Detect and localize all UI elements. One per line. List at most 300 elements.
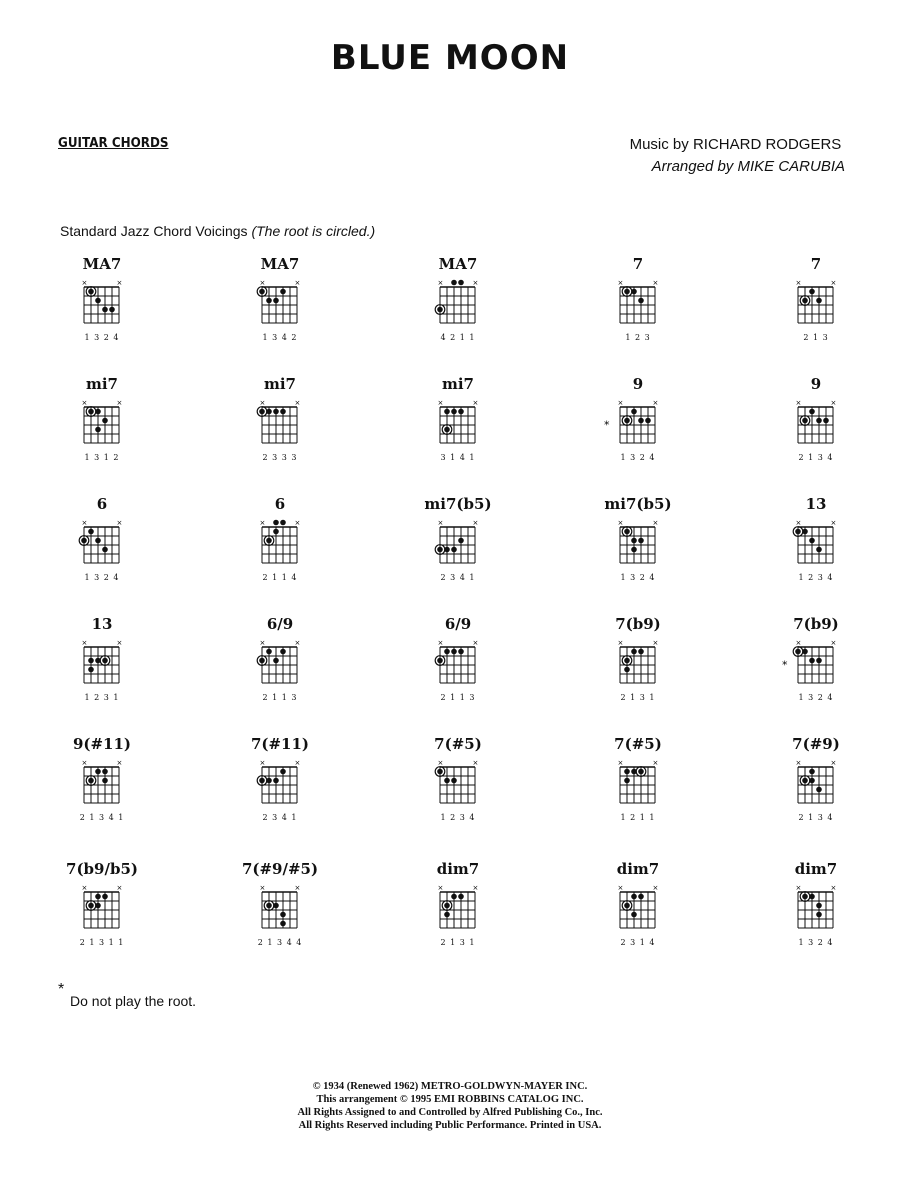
finger-dot — [437, 658, 443, 664]
finger-dot — [631, 547, 637, 553]
finger-dot — [95, 298, 101, 304]
chord-name: dim7 — [794, 860, 838, 878]
finger-dot — [809, 894, 815, 900]
chord-diagram — [776, 255, 856, 355]
fingering-numbers: 2 3 3 3 — [262, 453, 298, 462]
chord-diagram — [240, 375, 320, 475]
chord-name: 13 — [805, 495, 827, 513]
finger-dot — [280, 289, 286, 295]
fingering-numbers: 2 3 1 4 — [620, 938, 656, 947]
finger-dot — [451, 649, 457, 655]
subtitle-main: Standard Jazz Chord Voicings — [60, 223, 248, 239]
finger-dot — [816, 298, 822, 304]
finger-dot — [451, 280, 457, 286]
fretboard-grid — [418, 637, 498, 693]
muted-string-icon: × — [795, 519, 802, 527]
fretboard-grid — [776, 757, 856, 813]
finger-dot — [88, 289, 94, 295]
muted-string-icon: × — [259, 759, 266, 767]
finger-dot — [444, 409, 450, 415]
muted-string-icon: × — [437, 639, 444, 647]
finger-dot — [451, 778, 457, 784]
muted-string-icon: × — [830, 519, 837, 527]
finger-dot — [102, 307, 108, 313]
fretboard-grid — [418, 882, 498, 938]
fingering-numbers: 1 2 3 4 — [440, 813, 476, 822]
muted-string-icon: × — [652, 399, 659, 407]
fretboard-grid — [240, 397, 320, 453]
finger-dot — [437, 769, 443, 775]
chord-name: 6 — [274, 495, 286, 513]
fingering-numbers: 2 3 4 1 — [262, 813, 298, 822]
muted-string-icon: × — [617, 759, 624, 767]
chord-diagram — [598, 860, 678, 960]
finger-dot — [458, 538, 464, 544]
muted-string-icon: × — [830, 399, 837, 407]
muted-string-icon: × — [437, 884, 444, 892]
muted-string-icon: × — [259, 279, 266, 287]
finger-dot — [266, 778, 272, 784]
muted-string-icon: × — [830, 884, 837, 892]
fretboard-grid — [776, 637, 856, 693]
muted-string-icon: × — [81, 399, 88, 407]
voicings-subtitle — [60, 223, 375, 239]
fingering-numbers: 1 3 2 4 — [620, 573, 656, 582]
finger-dot — [638, 538, 644, 544]
muted-string-icon: × — [81, 884, 88, 892]
fretboard-grid — [240, 757, 320, 813]
finger-dot — [458, 894, 464, 900]
finger-dot — [280, 769, 286, 775]
finger-dot — [802, 778, 808, 784]
muted-string-icon: × — [294, 519, 301, 527]
finger-dot — [273, 409, 279, 415]
muted-string-icon: × — [472, 279, 479, 287]
fingering-numbers: 2 1 1 3 — [262, 693, 298, 702]
finger-dot — [280, 409, 286, 415]
chord-diagram — [62, 255, 142, 355]
finger-dot — [273, 520, 279, 526]
finger-dot — [259, 289, 265, 295]
fingering-numbers: 2 1 3 4 4 — [257, 938, 303, 947]
finger-dot — [444, 778, 450, 784]
finger-dot — [95, 894, 101, 900]
part-label: GUITAR CHORDS — [58, 136, 169, 151]
fretboard-grid — [62, 277, 142, 333]
muted-string-icon: × — [294, 279, 301, 287]
muted-string-icon: × — [472, 639, 479, 647]
muted-string-icon: × — [617, 884, 624, 892]
chord-diagram — [418, 495, 498, 595]
chord-diagram — [776, 495, 856, 595]
finger-dot — [88, 903, 94, 909]
chord-diagram — [598, 375, 678, 475]
muted-string-icon: × — [472, 399, 479, 407]
finger-dot — [451, 894, 457, 900]
muted-string-icon: × — [116, 519, 123, 527]
muted-string-icon: × — [259, 639, 266, 647]
chord-diagram — [418, 255, 498, 355]
copyright-line: This arrangement © 1995 EMI ROBBINS CATALOG INC. — [316, 1094, 584, 1105]
fretboard-grid — [598, 757, 678, 813]
finger-dot — [624, 658, 630, 664]
credits — [630, 134, 845, 178]
chord-name: 7(b9/b5) — [66, 860, 138, 878]
muted-string-icon: × — [795, 279, 802, 287]
finger-dot — [273, 903, 279, 909]
finger-dot — [266, 538, 272, 544]
finger-dot — [816, 912, 822, 918]
fretboard-grid — [418, 397, 498, 453]
finger-dot — [631, 409, 637, 415]
fretboard-grid — [62, 637, 142, 693]
finger-dot — [102, 547, 108, 553]
muted-string-icon: × — [652, 759, 659, 767]
muted-string-icon: × — [116, 279, 123, 287]
fingering-numbers: 1 3 4 2 — [262, 333, 298, 342]
muted-string-icon: × — [472, 759, 479, 767]
finger-dot — [816, 658, 822, 664]
chord-diagram — [598, 495, 678, 595]
finger-dot — [624, 667, 630, 673]
finger-dot — [266, 649, 272, 655]
finger-dot — [95, 903, 101, 909]
chord-diagram — [62, 615, 142, 715]
fretboard-grid — [62, 757, 142, 813]
fingering-numbers: 2 3 4 1 — [440, 573, 476, 582]
fingering-numbers: 1 2 3 — [625, 333, 651, 342]
finger-dot — [802, 894, 808, 900]
finger-dot — [102, 658, 108, 664]
chord-diagram — [62, 495, 142, 595]
footnote — [58, 981, 197, 1009]
chord-diagram — [776, 375, 856, 475]
fingering-numbers: 1 2 3 1 — [84, 693, 120, 702]
chord-diagram — [62, 735, 142, 835]
finger-dot — [444, 903, 450, 909]
fretboard-grid — [418, 517, 498, 573]
finger-dot — [280, 921, 286, 927]
fretboard-grid — [598, 637, 678, 693]
finger-dot — [444, 547, 450, 553]
muted-string-icon: × — [472, 519, 479, 527]
muted-string-icon: × — [294, 399, 301, 407]
chord-name: mi7 — [441, 375, 474, 393]
fretboard-grid — [776, 397, 856, 453]
chord-name: 9(#11) — [72, 735, 132, 753]
finger-dot — [102, 778, 108, 784]
finger-dot — [638, 418, 644, 424]
page-title: BLUE MOON — [330, 38, 570, 78]
finger-dot — [102, 769, 108, 775]
finger-dot — [266, 409, 272, 415]
finger-dot — [631, 912, 637, 918]
muted-string-icon: × — [795, 884, 802, 892]
fingering-numbers: 1 3 2 4 — [84, 333, 120, 342]
fingering-numbers: 1 3 2 4 — [798, 693, 834, 702]
finger-dot — [809, 538, 815, 544]
chord-diagram — [240, 495, 320, 595]
finger-dot — [88, 658, 94, 664]
omit-root-star-icon: * — [782, 658, 788, 672]
finger-dot — [631, 289, 637, 295]
finger-dot — [266, 298, 272, 304]
finger-dot — [816, 547, 822, 553]
finger-dot — [823, 418, 829, 424]
muted-string-icon: × — [617, 519, 624, 527]
chord-name: mi7(b5) — [604, 495, 672, 513]
muted-string-icon: × — [795, 759, 802, 767]
finger-dot — [95, 538, 101, 544]
chord-diagram — [776, 860, 856, 960]
fretboard-grid — [240, 517, 320, 573]
finger-dot — [95, 769, 101, 775]
finger-dot — [280, 520, 286, 526]
chord-diagram — [418, 615, 498, 715]
chord-diagram — [598, 735, 678, 835]
chord-diagram — [62, 375, 142, 475]
muted-string-icon: × — [795, 399, 802, 407]
muted-string-icon: × — [830, 759, 837, 767]
chord-name: 7(b9) — [793, 615, 839, 633]
chord-diagram — [598, 615, 678, 715]
fingering-numbers: 1 2 3 4 — [798, 573, 834, 582]
finger-dot — [638, 769, 644, 775]
finger-dot — [273, 778, 279, 784]
finger-dot — [102, 418, 108, 424]
chord-name: mi7(b5) — [424, 495, 492, 513]
fingering-numbers: 2 1 1 4 — [262, 573, 298, 582]
chord-name: mi7 — [263, 375, 296, 393]
copyright-line: All Rights Reserved including Public Performance. Printed in USA. — [298, 1120, 602, 1131]
chord-diagram — [62, 860, 142, 960]
footnote-star: * — [58, 981, 65, 998]
fingering-numbers: 1 3 2 4 — [620, 453, 656, 462]
finger-dot — [795, 649, 801, 655]
chord-diagram — [240, 615, 320, 715]
muted-string-icon: × — [259, 519, 266, 527]
chord-name: MA7 — [82, 255, 122, 273]
chord-name: MA7 — [438, 255, 478, 273]
fingering-numbers: 4 2 1 1 — [440, 333, 476, 342]
finger-dot — [795, 529, 801, 535]
fingering-numbers: 2 1 3 1 1 — [79, 938, 125, 947]
fretboard-grid — [62, 397, 142, 453]
chord-diagram — [418, 860, 498, 960]
composer-credit: Music by RICHARD RODGERS — [629, 136, 842, 153]
chord-diagram — [240, 735, 320, 835]
muted-string-icon: × — [652, 519, 659, 527]
arranger-credit: Arranged by MIKE CARUBIA — [651, 158, 845, 175]
finger-dot — [631, 538, 637, 544]
finger-dot — [88, 778, 94, 784]
muted-string-icon: × — [294, 759, 301, 767]
finger-dot — [273, 658, 279, 664]
finger-dot — [458, 280, 464, 286]
muted-string-icon: × — [617, 639, 624, 647]
finger-dot — [638, 298, 644, 304]
copyright-line: © 1934 (Renewed 1962) METRO-GOLDWYN-MAYER INC. — [312, 1081, 588, 1092]
chord-name: 7(#5) — [434, 735, 482, 753]
chord-name: 13 — [91, 615, 113, 633]
chord-diagram — [418, 735, 498, 835]
finger-dot — [624, 529, 630, 535]
fingering-numbers: 2 1 3 1 — [440, 938, 476, 947]
chord-diagram — [240, 255, 320, 355]
fingering-numbers: 1 2 1 1 — [620, 813, 656, 822]
muted-string-icon: × — [830, 279, 837, 287]
finger-dot — [816, 903, 822, 909]
muted-string-icon: × — [652, 884, 659, 892]
fretboard-grid — [62, 517, 142, 573]
chord-name: 7(#9/#5) — [241, 860, 319, 878]
fretboard-grid — [776, 517, 856, 573]
copyright-notice — [0, 1080, 900, 1132]
finger-dot — [81, 538, 87, 544]
footnote-text: Do not play the root. — [70, 993, 197, 1009]
fretboard-grid — [418, 757, 498, 813]
finger-dot — [802, 649, 808, 655]
chord-diagram — [418, 375, 498, 475]
fretboard-grid — [240, 637, 320, 693]
finger-dot — [266, 903, 272, 909]
fretboard-grid — [240, 277, 320, 333]
chord-name: dim7 — [616, 860, 660, 878]
muted-string-icon: × — [437, 399, 444, 407]
muted-string-icon: × — [294, 639, 301, 647]
muted-string-icon: × — [617, 399, 624, 407]
finger-dot — [816, 787, 822, 793]
chord-name: 7 — [810, 255, 822, 273]
fretboard-grid — [776, 277, 856, 333]
finger-dot — [451, 409, 457, 415]
finger-dot — [95, 409, 101, 415]
finger-dot — [809, 409, 815, 415]
finger-dot — [451, 547, 457, 553]
finger-dot — [816, 418, 822, 424]
finger-dot — [624, 418, 630, 424]
finger-dot — [444, 649, 450, 655]
finger-dot — [259, 778, 265, 784]
muted-string-icon: × — [81, 759, 88, 767]
finger-dot — [88, 529, 94, 535]
muted-string-icon: × — [795, 639, 802, 647]
fingering-numbers: 1 3 1 2 — [84, 453, 120, 462]
muted-string-icon: × — [437, 279, 444, 287]
fingering-numbers: 1 3 2 4 — [84, 573, 120, 582]
fingering-numbers: 2 1 3 4 — [798, 453, 834, 462]
chord-diagram — [776, 735, 856, 835]
muted-string-icon: × — [116, 639, 123, 647]
chord-diagram — [240, 860, 320, 960]
fretboard-grid — [598, 882, 678, 938]
finger-dot — [631, 894, 637, 900]
finger-dot — [624, 903, 630, 909]
finger-dot — [638, 894, 644, 900]
finger-dot — [280, 649, 286, 655]
finger-dot — [802, 418, 808, 424]
chord-name: MA7 — [260, 255, 300, 273]
chord-diagram — [598, 255, 678, 355]
finger-dot — [259, 409, 265, 415]
fretboard-grid — [240, 882, 320, 938]
finger-dot — [458, 649, 464, 655]
finger-dot — [624, 769, 630, 775]
chord-name: dim7 — [436, 860, 480, 878]
finger-dot — [809, 658, 815, 664]
finger-dot — [437, 547, 443, 553]
subtitle-note: (The root is circled.) — [251, 223, 376, 239]
muted-string-icon: × — [652, 639, 659, 647]
chord-name: 9 — [632, 375, 644, 393]
chord-name: 7(#11) — [250, 735, 310, 753]
chord-name: 6 — [96, 495, 108, 513]
fingering-numbers: 3 1 4 1 — [440, 453, 476, 462]
chord-name: 9 — [810, 375, 822, 393]
chord-name: 6/9 — [266, 615, 294, 633]
fretboard-grid — [598, 517, 678, 573]
finger-dot — [645, 418, 651, 424]
fingering-numbers: 2 1 3 1 — [620, 693, 656, 702]
finger-dot — [109, 307, 115, 313]
finger-dot — [444, 427, 450, 433]
finger-dot — [624, 289, 630, 295]
finger-dot — [631, 769, 637, 775]
finger-dot — [437, 307, 443, 313]
muted-string-icon: × — [617, 279, 624, 287]
finger-dot — [444, 912, 450, 918]
finger-dot — [88, 667, 94, 673]
finger-dot — [458, 409, 464, 415]
finger-dot — [273, 529, 279, 535]
fretboard-grid — [598, 397, 678, 453]
muted-string-icon: × — [472, 884, 479, 892]
chord-name: mi7 — [85, 375, 118, 393]
finger-dot — [88, 409, 94, 415]
finger-dot — [280, 912, 286, 918]
finger-dot — [95, 427, 101, 433]
chord-name: 6/9 — [444, 615, 472, 633]
muted-string-icon: × — [116, 759, 123, 767]
muted-string-icon: × — [116, 884, 123, 892]
fingering-numbers: 2 1 1 3 — [440, 693, 476, 702]
finger-dot — [631, 649, 637, 655]
muted-string-icon: × — [116, 399, 123, 407]
finger-dot — [809, 778, 815, 784]
finger-dot — [638, 649, 644, 655]
muted-string-icon: × — [437, 519, 444, 527]
fretboard-grid — [62, 882, 142, 938]
copyright-line: All Rights Assigned to and Controlled by Alfred Publishing Co., Inc. — [297, 1107, 603, 1118]
chord-name: 7(#5) — [614, 735, 662, 753]
finger-dot — [102, 894, 108, 900]
chord-name: 7(b9) — [615, 615, 661, 633]
muted-string-icon: × — [830, 639, 837, 647]
muted-string-icon: × — [81, 279, 88, 287]
finger-dot — [809, 289, 815, 295]
omit-root-star-icon: * — [604, 418, 610, 432]
fingering-numbers: 2 1 3 4 — [798, 813, 834, 822]
chord-name: 7 — [632, 255, 644, 273]
finger-dot — [802, 298, 808, 304]
finger-dot — [95, 658, 101, 664]
muted-string-icon: × — [81, 519, 88, 527]
fingering-numbers: 1 3 2 4 — [798, 938, 834, 947]
fingering-numbers: 2 1 3 4 1 — [79, 813, 125, 822]
fretboard-grid — [598, 277, 678, 333]
chord-name: 7(#9) — [792, 735, 840, 753]
fingering-numbers: 2 1 3 — [803, 333, 829, 342]
